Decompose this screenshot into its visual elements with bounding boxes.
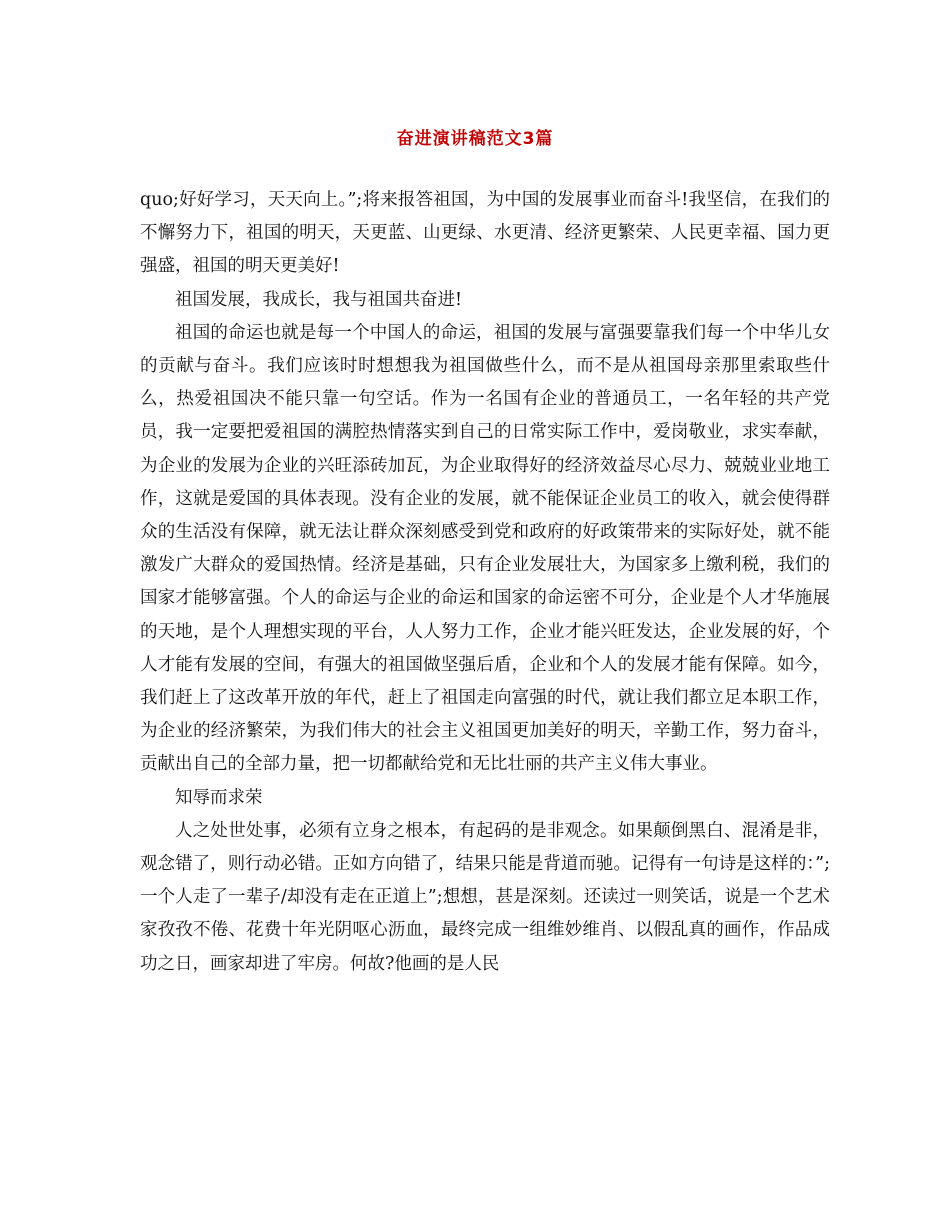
- paragraph-motherland-destiny: 祖国的命运也就是每一个中国人的命运，祖国的发展与富强要靠我们每一个中华儿女的贡献与奋斗。我们应该时时想想我为祖国做些什么，而不是从祖国母亲那里索取些什么，热爱祖国决不能只靠一句空话。作为一名国有企业的普通员工，一名年轻的共产党员，我一定要把爱祖国的满腔热情落实到自己的日常实际工作中，爱岗敬业，求实奉献，为企业的发展为企业的兴旺添砖加瓦，为企业取得好的经济效益尽心尽力、兢兢业业地工作，这就是爱国的具体表现。没有企业的发展，就不能保证企业员工的收入，就会使得群众的生活没有保障，就无法让群众深刻感受到党和政府的好政策带来的实际好处，就不能激发广大群众的爱国热情。经济是基础，只有企业发展壮大，为国家多上缴利税，我们的国家才能够富强。个人的命运与企业的命运和国家的命运密不可分，企业是个人才华施展的天地，是个人理想实现的平台，人人努力工作，企业才能兴旺发达，企业发展的好，个人才能有发展的空间，有强大的祖国做坚强后盾，企业和个人的发展才能有保障。如今，我们赶上了这改革开放的年代，赶上了祖国走向富强的时代，就让我们都立足本职工作，为企业的经济繁荣，为我们伟大的社会主义祖国更加美好的明天，辛勤工作，努力奋斗，贡献出自己的全部力量，把一切都献给党和无比壮丽的共产主义伟大事业。: [140, 322, 830, 775]
- paragraph-heading-growth: 祖国发展，我成长，我与祖国共奋进!: [175, 289, 463, 310]
- paragraph-heading-honor: 知辱而求荣: [175, 787, 263, 808]
- document-title: 奋进演讲稿范文3篇: [396, 129, 554, 149]
- paragraph-right-and-wrong: 人之处世处事，必须有立身之根本，有起码的是非观念。如果颠倒黑白、混淆是非，观念错了，则行动必错。正如方向错了，结果只能是背道而驰。记得有一句诗是这样的：”;一个人走了一辈子/却没有走在正道上”;想想，甚是深刻。还读过一则笑话，说是一个艺术家孜孜不倦、花费十年光阴呕心沥血，最终完成一组维妙维肖、以假乱真的画作，作品成功之日，画家却进了牢房。何故?他画的是人民: [140, 820, 830, 974]
- paragraph-continuation: quo;好好学习，天天向上。”;将来报答祖国，为中国的发展事业而奋斗!我坚信，在我们的不懈努力下，祖国的明天，天更蓝、山更绿、水更清、经济更繁荣、人民更幸福、国力更强盛，祖国的明天更美好!: [140, 190, 830, 277]
- document-body: [140, 184, 830, 981]
